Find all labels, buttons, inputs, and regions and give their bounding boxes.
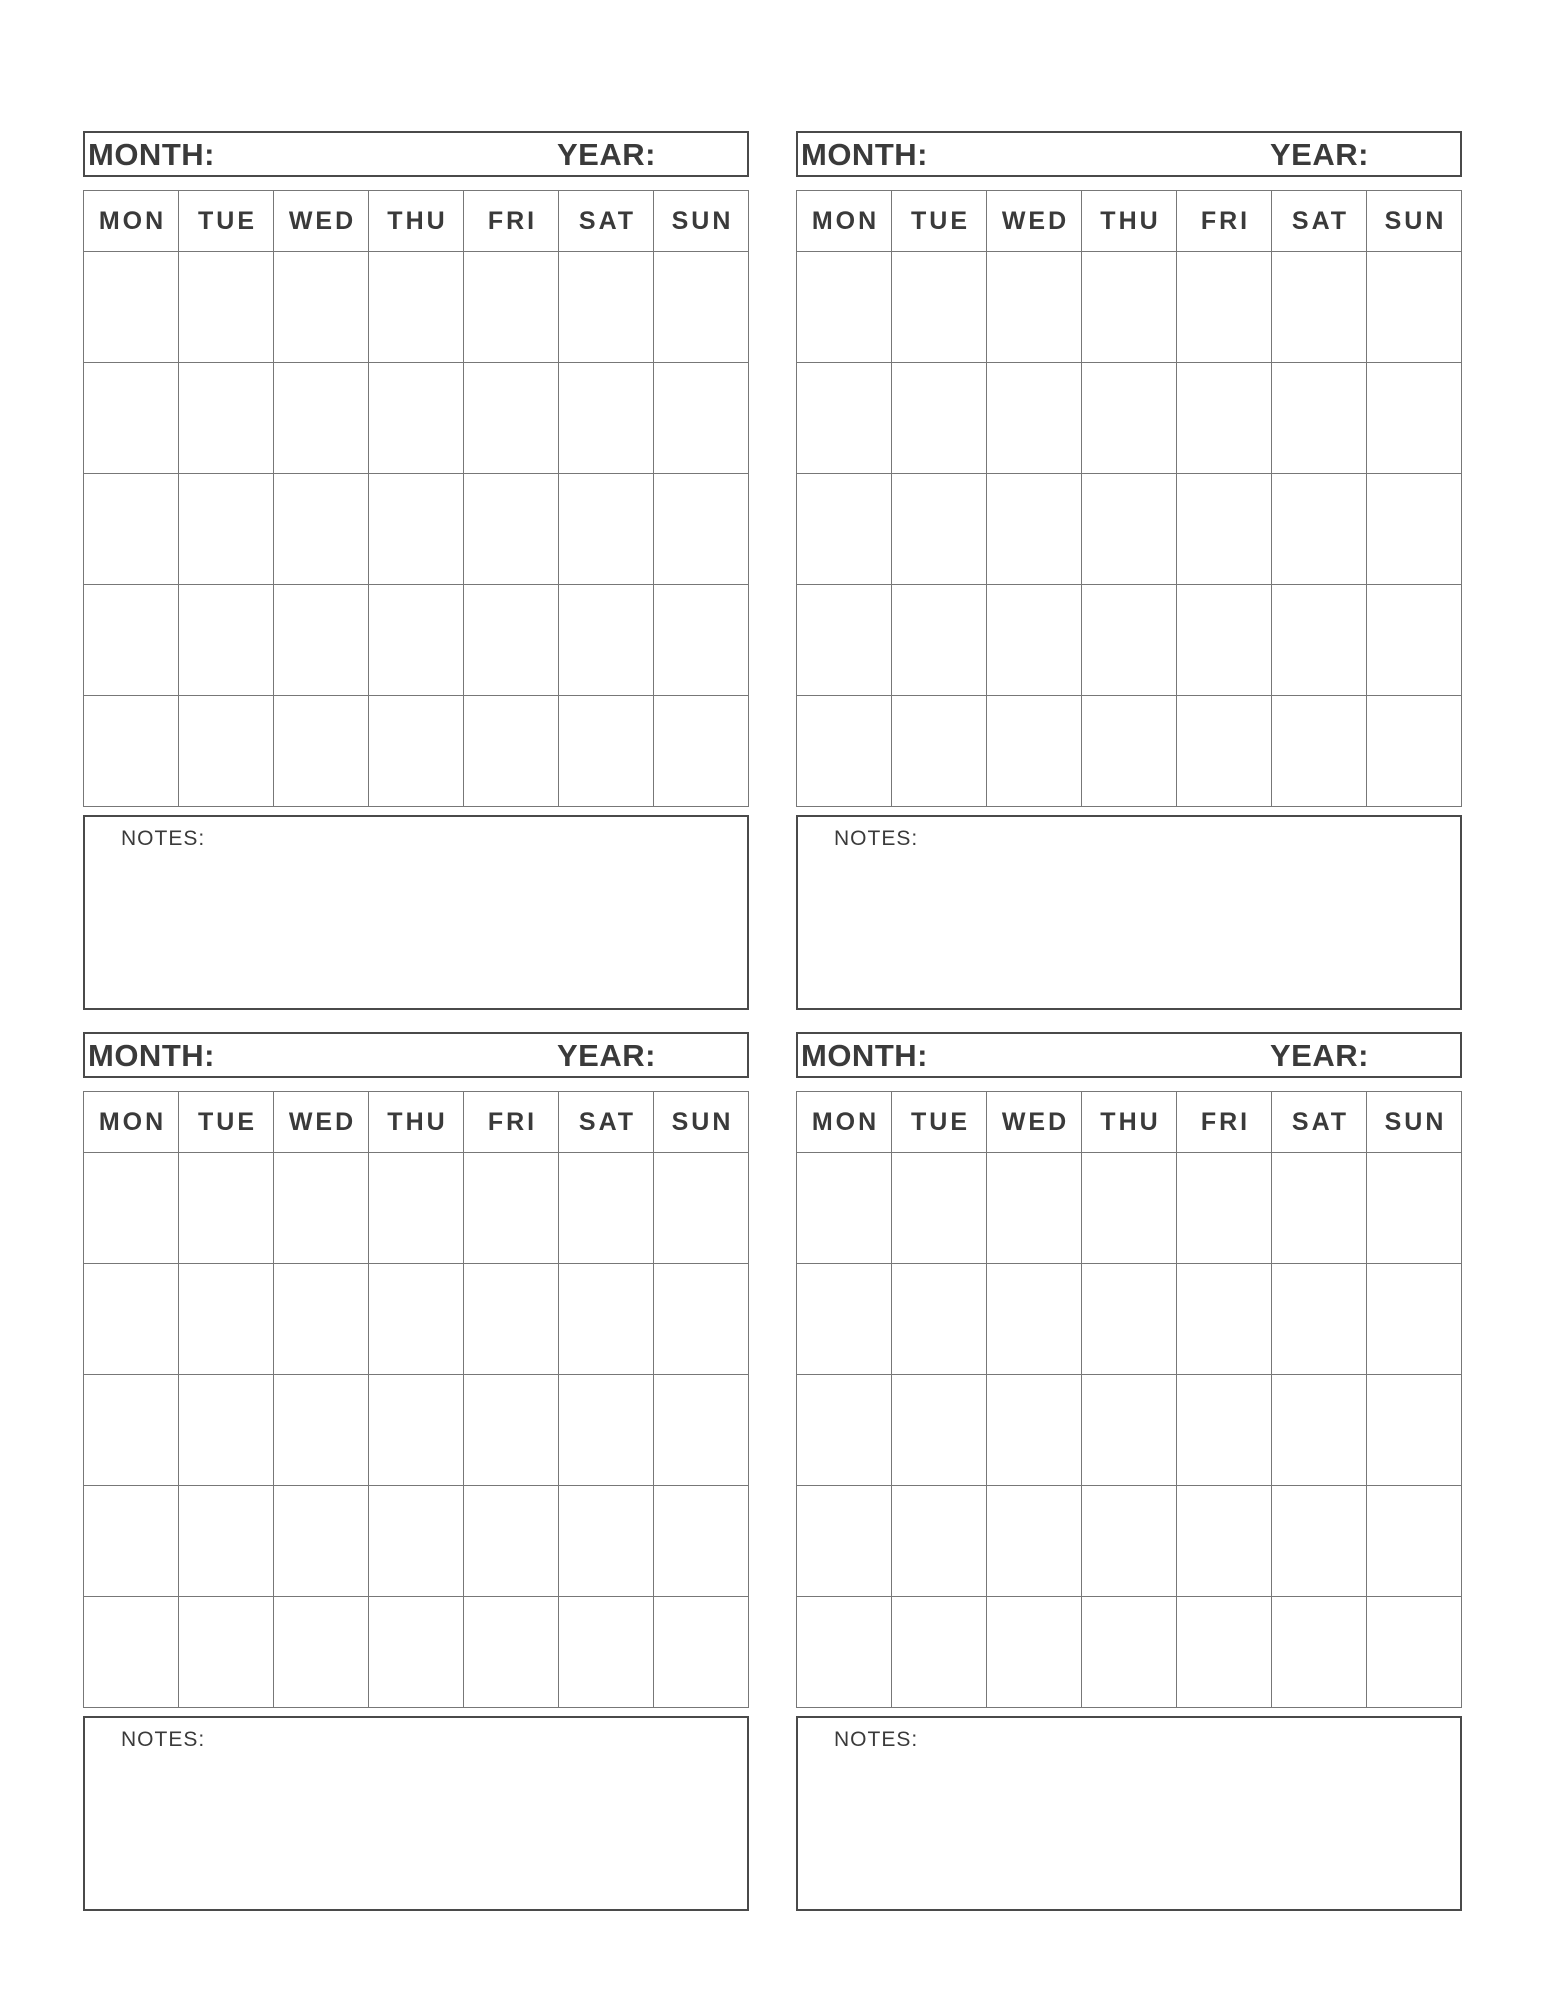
notes-label: NOTES: [121,827,206,850]
day-cell [1082,1375,1177,1486]
day-cell [654,1597,749,1708]
day-cell [987,1264,1082,1375]
month-year-header [796,1032,1462,1078]
day-cell [1367,696,1462,807]
day-header-tue: TUE [892,191,987,252]
day-cell [274,474,369,585]
day-cell [1367,252,1462,363]
day-cell [1367,363,1462,474]
day-cell [559,474,654,585]
day-cell [179,696,274,807]
day-cell [1367,585,1462,696]
day-cell [559,1597,654,1708]
notes-label: NOTES: [834,827,919,850]
day-header-wed: WED [274,1092,369,1153]
day-cell [369,1375,464,1486]
day-cell [1272,474,1367,585]
day-cell [1272,363,1367,474]
day-cell [1082,252,1177,363]
day-cell [369,474,464,585]
day-cell [797,1153,892,1264]
day-cell [892,1264,987,1375]
day-cell [274,1486,369,1597]
day-cell [559,1264,654,1375]
day-header-thu: THU [369,191,464,252]
day-cell [1177,1375,1272,1486]
day-cell [1367,1597,1462,1708]
day-cell [987,1486,1082,1597]
day-cell [892,696,987,807]
day-cell [797,696,892,807]
day-cell [797,1486,892,1597]
day-cell [892,585,987,696]
day-cell [84,363,179,474]
calendar-grid [83,1091,749,1708]
day-header-sun: SUN [1367,1092,1462,1153]
notes-label: NOTES: [121,1728,206,1751]
day-cell [987,474,1082,585]
day-cell [1082,474,1177,585]
day-cell [179,1486,274,1597]
day-header-mon: MON [84,191,179,252]
day-cell [369,363,464,474]
day-cell [654,1375,749,1486]
day-cell [1082,363,1177,474]
day-cell [1177,1153,1272,1264]
day-cell [987,363,1082,474]
day-cell [274,1375,369,1486]
year-label: YEAR: [1270,137,1369,172]
day-header-wed: WED [987,1092,1082,1153]
day-cell [369,1597,464,1708]
day-cell [1082,1597,1177,1708]
day-header-thu: THU [369,1092,464,1153]
day-cell [797,1597,892,1708]
day-header-mon: MON [797,191,892,252]
day-cell [892,252,987,363]
day-header-sun: SUN [654,191,749,252]
day-cell [1082,1264,1177,1375]
day-cell [1272,252,1367,363]
day-cell [1177,474,1272,585]
day-cell [797,363,892,474]
day-cell [84,1375,179,1486]
day-header-tue: TUE [892,1092,987,1153]
day-cell [559,363,654,474]
day-cell [369,252,464,363]
day-header-mon: MON [797,1092,892,1153]
day-cell [559,252,654,363]
day-cell [987,252,1082,363]
day-cell [654,1486,749,1597]
day-cell [1272,1264,1367,1375]
day-cell [274,363,369,474]
day-cell [987,1153,1082,1264]
day-header-sat: SAT [1272,1092,1367,1153]
day-cell [84,1486,179,1597]
day-header-tue: TUE [179,1092,274,1153]
day-cell [369,1153,464,1264]
day-cell [1082,696,1177,807]
day-header-fri: FRI [1177,191,1272,252]
day-cell [84,252,179,363]
calendar-grid [83,190,749,807]
day-cell [654,252,749,363]
day-cell [1272,585,1367,696]
day-cell [1367,1264,1462,1375]
day-cell [1082,1153,1177,1264]
day-cell [1177,585,1272,696]
day-cell [797,252,892,363]
day-cell [1367,1153,1462,1264]
day-cell [987,696,1082,807]
day-cell [274,252,369,363]
day-cell [559,1153,654,1264]
day-cell [654,363,749,474]
notes-box [796,1716,1462,1911]
day-header-sat: SAT [559,191,654,252]
day-cell [654,1264,749,1375]
day-cell [84,1153,179,1264]
day-cell [1367,474,1462,585]
day-cell [1272,1597,1367,1708]
day-cell [1177,1597,1272,1708]
day-cell [179,252,274,363]
day-cell [892,1597,987,1708]
day-cell [987,585,1082,696]
calendar-grid [796,1091,1462,1708]
day-cell [179,1597,274,1708]
day-cell [1367,1375,1462,1486]
day-cell [274,1153,369,1264]
day-cell [987,1597,1082,1708]
day-cell [1272,1375,1367,1486]
day-header-sun: SUN [1367,191,1462,252]
day-header-wed: WED [274,191,369,252]
day-cell [1177,1264,1272,1375]
day-cell [369,1264,464,1375]
day-cell [892,1486,987,1597]
month-label: MONTH: [801,1038,928,1073]
day-cell [654,585,749,696]
day-cell [84,474,179,585]
day-cell [84,1597,179,1708]
day-header-fri: FRI [1177,1092,1272,1153]
day-cell [179,585,274,696]
day-cell [892,1375,987,1486]
day-cell [369,1486,464,1597]
notes-box [83,1716,749,1911]
day-cell [654,1153,749,1264]
day-cell [179,474,274,585]
day-cell [179,1153,274,1264]
day-header-sun: SUN [654,1092,749,1153]
day-cell [464,252,559,363]
day-cell [797,1375,892,1486]
day-cell [559,1486,654,1597]
day-cell [179,1375,274,1486]
day-header-mon: MON [84,1092,179,1153]
day-cell [464,363,559,474]
day-cell [987,1375,1082,1486]
day-header-wed: WED [987,191,1082,252]
month-label: MONTH: [88,1038,215,1073]
day-cell [1272,696,1367,807]
day-cell [1082,585,1177,696]
day-cell [464,474,559,585]
day-cell [797,585,892,696]
day-cell [464,585,559,696]
calendar-grid [796,190,1462,807]
day-cell [892,363,987,474]
day-cell [1177,696,1272,807]
day-cell [464,1486,559,1597]
day-cell [464,1153,559,1264]
day-cell [464,1597,559,1708]
day-cell [464,696,559,807]
day-cell [797,474,892,585]
day-header-sat: SAT [559,1092,654,1153]
day-cell [892,1153,987,1264]
day-cell [1177,363,1272,474]
month-year-header [83,131,749,177]
day-cell [1082,1486,1177,1597]
day-cell [1272,1486,1367,1597]
month-label: MONTH: [88,137,215,172]
day-cell [179,363,274,474]
day-cell [654,474,749,585]
day-header-thu: THU [1082,1092,1177,1153]
year-label: YEAR: [557,137,656,172]
day-cell [464,1375,559,1486]
day-cell [1177,252,1272,363]
day-header-tue: TUE [179,191,274,252]
day-cell [274,1597,369,1708]
day-cell [84,696,179,807]
day-cell [797,1264,892,1375]
day-cell [559,696,654,807]
year-label: YEAR: [557,1038,656,1073]
month-year-header [83,1032,749,1078]
day-cell [84,585,179,696]
day-cell [84,1264,179,1375]
day-cell [369,585,464,696]
day-cell [559,1375,654,1486]
day-cell [274,1264,369,1375]
month-year-header [796,131,1462,177]
day-header-thu: THU [1082,191,1177,252]
notes-box [83,815,749,1010]
day-cell [559,585,654,696]
notes-box [796,815,1462,1010]
month-label: MONTH: [801,137,928,172]
day-cell [464,1264,559,1375]
day-cell [892,474,987,585]
day-cell [369,696,464,807]
day-cell [654,696,749,807]
day-cell [274,696,369,807]
day-header-sat: SAT [1272,191,1367,252]
day-header-fri: FRI [464,1092,559,1153]
day-cell [179,1264,274,1375]
year-label: YEAR: [1270,1038,1369,1073]
day-cell [1367,1486,1462,1597]
day-cell [274,585,369,696]
day-header-fri: FRI [464,191,559,252]
day-cell [1272,1153,1367,1264]
day-cell [1177,1486,1272,1597]
notes-label: NOTES: [834,1728,919,1751]
